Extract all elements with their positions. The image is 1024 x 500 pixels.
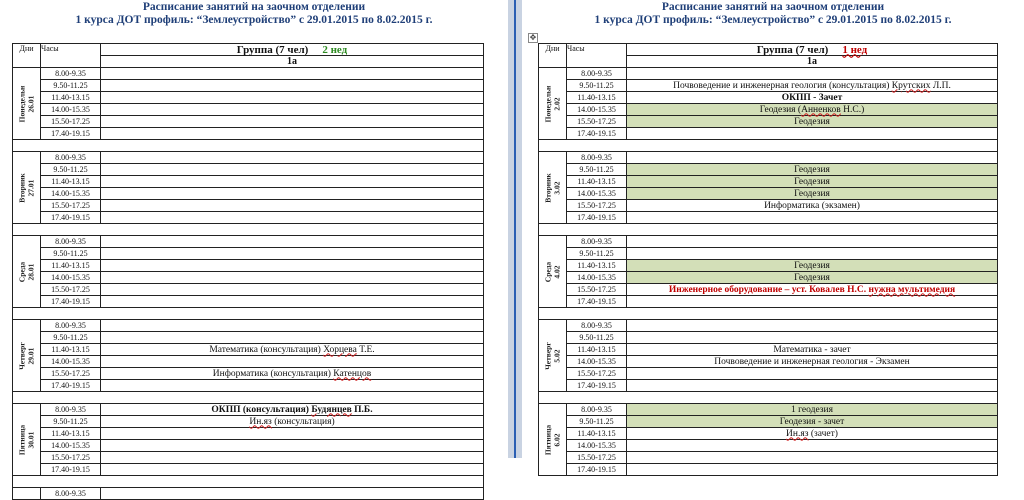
- class-cell: [627, 68, 998, 80]
- spellcheck-underline: Будянцев: [311, 404, 352, 415]
- separator-cell: [539, 392, 998, 404]
- time-cell: 9.50-11.25: [41, 248, 101, 260]
- class-cell: [627, 212, 998, 224]
- time-cell: 15.50-17.25: [41, 284, 101, 296]
- day-label: [544, 85, 561, 122]
- day-label-line: 26.01: [25, 95, 35, 112]
- day-label-line: Вторник: [17, 172, 26, 203]
- class-cell: Математика (консультация) Хорцева Т.Е.: [101, 344, 484, 356]
- class-cell: Геодезия: [627, 164, 998, 176]
- spellcheck-underline: Анненков: [801, 104, 841, 115]
- day-label-line: 6.02: [551, 432, 561, 447]
- time-cell: 11.40-13.15: [567, 428, 627, 440]
- time-cell: 14.00-15.35: [567, 440, 627, 452]
- time-cell: 14.00-15.35: [567, 188, 627, 200]
- class-cell: [101, 104, 484, 116]
- class-cell: [101, 488, 484, 500]
- group-label: Группа (7 чел): [756, 43, 829, 56]
- schedule-row: [539, 332, 998, 344]
- schedule-row: [13, 404, 484, 416]
- time-cell: 15.50-17.25: [567, 284, 627, 296]
- class-cell: Геодезия (Анненков Н.С.): [627, 104, 998, 116]
- schedule-row: [13, 428, 484, 440]
- class-cell: [101, 152, 484, 164]
- time-cell: 17.40-19.15: [567, 212, 627, 224]
- day-label: [18, 424, 35, 454]
- schedule-row: [13, 68, 484, 80]
- document-page-left: [0, 0, 508, 498]
- schedule-row: [13, 176, 484, 188]
- header-subgroup: 1а: [627, 56, 998, 68]
- time-cell: 17.40-19.15: [41, 128, 101, 140]
- time-cell: 9.50-11.25: [567, 416, 627, 428]
- time-cell: 14.00-15.35: [567, 272, 627, 284]
- class-cell: [101, 260, 484, 272]
- time-cell: 9.50-11.25: [41, 80, 101, 92]
- schedule-row: [13, 332, 484, 344]
- day-separator: [13, 140, 484, 152]
- title-line-1: Расписание занятий на заочном отделении: [661, 1, 885, 13]
- schedule-row: [539, 68, 998, 80]
- week-label: 1 нед: [842, 43, 868, 56]
- day-cell: [539, 236, 567, 308]
- class-cell: 1 геодезия: [627, 404, 998, 416]
- time-cell: 8.00-9.35: [41, 320, 101, 332]
- schedule-row: [539, 152, 998, 164]
- time-cell: 14.00-15.35: [41, 356, 101, 368]
- class-cell: [101, 332, 484, 344]
- spellcheck-underline: Хорцева: [323, 344, 357, 355]
- time-cell: 9.50-11.25: [41, 164, 101, 176]
- schedule-row: [13, 356, 484, 368]
- time-cell: 14.00-15.35: [41, 188, 101, 200]
- class-cell: [101, 164, 484, 176]
- day-label-line: 30.01: [25, 431, 35, 448]
- day-label-line: Четверг: [543, 341, 552, 370]
- time-cell: 14.00-15.35: [41, 272, 101, 284]
- class-cell: [101, 380, 484, 392]
- time-cell: 9.50-11.25: [567, 80, 627, 92]
- day-label-line: 3.02: [551, 180, 561, 195]
- class-cell: [101, 68, 484, 80]
- class-cell: [101, 272, 484, 284]
- schedule-row: [539, 320, 998, 332]
- time-cell: 17.40-19.15: [41, 212, 101, 224]
- schedule-body: [539, 68, 998, 476]
- group-label: Группа (7 чел): [236, 43, 309, 56]
- schedule-row: [13, 296, 484, 308]
- schedule-row: [13, 236, 484, 248]
- document-page-right: [522, 0, 1024, 474]
- schedule-row: [539, 428, 998, 440]
- time-cell: 9.50-11.25: [567, 164, 627, 176]
- time-cell: 11.40-13.15: [567, 176, 627, 188]
- schedule-row: [539, 116, 998, 128]
- schedule-row: [539, 176, 998, 188]
- day-label-line: Пятница: [17, 424, 26, 455]
- schedule-row: [539, 416, 998, 428]
- day-separator: [13, 224, 484, 236]
- time-cell: 11.40-13.15: [41, 260, 101, 272]
- page-title: [522, 1, 1024, 27]
- spellcheck-underline: Крутских: [891, 80, 931, 91]
- class-cell: Геодезия - зачет: [627, 416, 998, 428]
- class-cell: Инженерное оборудование – уст. Ковалев Н.С. нужна мультимедия: [627, 284, 998, 296]
- day-label: [18, 261, 35, 281]
- class-cell: [101, 248, 484, 260]
- schedule-row: [539, 200, 998, 212]
- time-cell: 15.50-17.25: [41, 200, 101, 212]
- header-day: Дни: [13, 44, 41, 68]
- class-cell: [627, 440, 998, 452]
- class-cell: Почвоведение и инженерная геология (консультация) Крутских Л.П.: [627, 80, 998, 92]
- title-line-1: Расписание занятий на заочном отделении: [142, 1, 366, 13]
- time-cell: 8.00-9.35: [41, 488, 101, 500]
- day-label-line: Четверг: [17, 341, 26, 370]
- class-cell: [627, 248, 998, 260]
- time-cell: 11.40-13.15: [567, 344, 627, 356]
- time-cell: 15.50-17.25: [567, 452, 627, 464]
- day-label-line: Вторник: [543, 172, 552, 203]
- separator-cell: [13, 140, 484, 152]
- class-cell: [101, 116, 484, 128]
- class-cell: [627, 368, 998, 380]
- schedule-row: [13, 320, 484, 332]
- week-label: 2 нед: [322, 43, 348, 56]
- day-cell: [13, 320, 41, 392]
- schedule-row: [539, 248, 998, 260]
- schedule-row: [539, 356, 998, 368]
- separator-cell: [13, 224, 484, 236]
- schedule-row: [13, 272, 484, 284]
- schedule-row: [13, 200, 484, 212]
- day-cell: [539, 152, 567, 224]
- schedule-row: [539, 284, 998, 296]
- day-label: [544, 261, 561, 281]
- class-cell: Почвоведение и инженерная геология - Экзамен: [627, 356, 998, 368]
- time-cell: 14.00-15.35: [567, 356, 627, 368]
- page-title: [0, 1, 508, 27]
- day-label-line: 2.02: [551, 96, 561, 111]
- schedule-row: [13, 416, 484, 428]
- day-label-line: Понедельн: [543, 85, 552, 122]
- time-cell: 8.00-9.35: [41, 404, 101, 416]
- day-label-line: Среда: [17, 261, 26, 282]
- separator-cell: [539, 224, 998, 236]
- class-cell: Ин.яз (зачет): [627, 428, 998, 440]
- separator-cell: [539, 140, 998, 152]
- day-label-line: 28.01: [25, 263, 35, 280]
- schedule-row: [539, 380, 998, 392]
- time-cell: 8.00-9.35: [567, 152, 627, 164]
- time-cell: 11.40-13.15: [567, 92, 627, 104]
- class-cell: [101, 428, 484, 440]
- class-cell: [101, 200, 484, 212]
- time-cell: 15.50-17.25: [41, 116, 101, 128]
- schedule-row: [13, 248, 484, 260]
- schedule-row: [13, 464, 484, 476]
- title-line-2: 1 курса ДОТ профиль: “Землеустройство” с 29.01.2015 по 8.02.2015 г.: [594, 14, 952, 26]
- separator-cell: [539, 308, 998, 320]
- header-subgroup: 1а: [101, 56, 484, 68]
- time-cell: 8.00-9.35: [41, 236, 101, 248]
- day-label-line: 4.02: [551, 264, 561, 279]
- time-cell: 14.00-15.35: [41, 440, 101, 452]
- schedule-row: [13, 284, 484, 296]
- day-label: [544, 173, 561, 202]
- time-cell: 15.50-17.25: [41, 368, 101, 380]
- time-cell: 11.40-13.15: [41, 344, 101, 356]
- schedule-row: [539, 104, 998, 116]
- class-cell: [101, 284, 484, 296]
- time-cell: 17.40-19.15: [41, 464, 101, 476]
- separator-cell: [13, 476, 484, 488]
- separator-cell: [13, 392, 484, 404]
- class-cell: Геодезия: [627, 116, 998, 128]
- schedule-row: [539, 404, 998, 416]
- schedule-row: [539, 188, 998, 200]
- class-cell: ОКПП (консультация) Будянцев П.Б.: [101, 404, 484, 416]
- day-label: [544, 342, 561, 369]
- day-label-line: 29.01: [25, 347, 35, 364]
- class-cell: [101, 92, 484, 104]
- schedule-body: [13, 68, 484, 500]
- day-cell: [539, 404, 567, 476]
- schedule-row: [13, 188, 484, 200]
- schedule-row: [13, 164, 484, 176]
- time-cell: 14.00-15.35: [41, 104, 101, 116]
- day-label-line: 5.02: [551, 348, 561, 363]
- time-cell: 8.00-9.35: [567, 404, 627, 416]
- class-cell: [627, 128, 998, 140]
- schedule-row: [13, 104, 484, 116]
- schedule-row: [539, 272, 998, 284]
- time-cell: 8.00-9.35: [567, 320, 627, 332]
- spellcheck-underline: Катенцов: [333, 368, 372, 379]
- class-cell: [101, 452, 484, 464]
- schedule-table: [12, 43, 484, 500]
- time-cell: 11.40-13.15: [41, 176, 101, 188]
- header-time: Часы: [41, 44, 101, 68]
- class-cell: Геодезия: [627, 272, 998, 284]
- class-cell: Информатика (консультация) Катенцов: [101, 368, 484, 380]
- schedule-row: [539, 368, 998, 380]
- schedule-table: [538, 43, 998, 476]
- day-label: [544, 424, 561, 454]
- class-cell: [627, 152, 998, 164]
- time-cell: 14.00-15.35: [567, 104, 627, 116]
- class-cell: [627, 332, 998, 344]
- class-cell: [627, 320, 998, 332]
- class-cell: [101, 80, 484, 92]
- schedule-row: [13, 452, 484, 464]
- time-cell: 17.40-19.15: [41, 380, 101, 392]
- day-separator: [13, 308, 484, 320]
- schedule-row: [539, 80, 998, 92]
- schedule-row: [13, 152, 484, 164]
- class-cell: ОКПП - Зачет: [627, 92, 998, 104]
- spellcheck-underline: Ин.яз: [249, 416, 272, 427]
- schedule-row: [13, 92, 484, 104]
- schedule-row: [13, 128, 484, 140]
- day-separator: [539, 224, 998, 236]
- class-cell: Геодезия: [627, 188, 998, 200]
- day-cell: [539, 320, 567, 392]
- day-label: [18, 342, 35, 369]
- schedule-row: [539, 92, 998, 104]
- header-group: [627, 44, 998, 56]
- title-line-2: 1 курса ДОТ профиль: “Землеустройство” с 29.01.2015 по 8.02.2015 г.: [75, 14, 433, 26]
- class-cell: [101, 320, 484, 332]
- header-time: Часы: [567, 44, 627, 68]
- schedule-row: [13, 488, 484, 500]
- schedule-row: [13, 212, 484, 224]
- class-cell: [101, 440, 484, 452]
- schedule-row: [13, 380, 484, 392]
- day-cell: [13, 152, 41, 224]
- time-cell: 9.50-11.25: [567, 248, 627, 260]
- class-cell: [101, 188, 484, 200]
- time-cell: 11.40-13.15: [567, 260, 627, 272]
- class-cell: [627, 452, 998, 464]
- time-cell: 15.50-17.25: [567, 200, 627, 212]
- day-label: [18, 173, 35, 202]
- schedule-row: [539, 440, 998, 452]
- class-cell: [627, 380, 998, 392]
- table-move-handle-icon[interactable]: ✥: [529, 33, 537, 42]
- class-cell: [101, 212, 484, 224]
- class-cell: [101, 296, 484, 308]
- spellcheck-underline: нужна мультимедия: [868, 284, 956, 295]
- header-day: Дни: [539, 44, 567, 68]
- time-cell: 17.40-19.15: [567, 380, 627, 392]
- time-cell: 15.50-17.25: [41, 452, 101, 464]
- class-cell: Геодезия: [627, 176, 998, 188]
- time-cell: 17.40-19.15: [567, 464, 627, 476]
- class-cell: [627, 236, 998, 248]
- class-cell: Математика - зачет: [627, 344, 998, 356]
- class-cell: Ин.яз (консультация): [101, 416, 484, 428]
- day-label-line: 27.01: [25, 179, 35, 196]
- schedule-row: [539, 236, 998, 248]
- class-cell: [101, 356, 484, 368]
- schedule-row: [539, 452, 998, 464]
- schedule-row: [13, 80, 484, 92]
- class-cell: Информатика (экзамен): [627, 200, 998, 212]
- time-cell: 8.00-9.35: [41, 68, 101, 80]
- schedule-row: [539, 212, 998, 224]
- class-cell: [101, 128, 484, 140]
- day-separator: [13, 476, 484, 488]
- time-cell: 9.50-11.25: [41, 332, 101, 344]
- spellcheck-underline: Ин.яз: [786, 428, 809, 439]
- schedule-row: [539, 128, 998, 140]
- header-group: [101, 44, 484, 56]
- day-label-line: Пятница: [543, 424, 552, 455]
- schedule-row: [13, 116, 484, 128]
- time-cell: 8.00-9.35: [567, 236, 627, 248]
- schedule-row: [539, 164, 998, 176]
- class-cell: [101, 236, 484, 248]
- day-label: [18, 85, 35, 122]
- schedule-row: [539, 260, 998, 272]
- class-cell: [627, 296, 998, 308]
- day-cell: [13, 236, 41, 308]
- day-cell: [13, 68, 41, 140]
- day-cell: [539, 68, 567, 140]
- page-divider: [514, 0, 516, 458]
- class-cell: [101, 464, 484, 476]
- schedule-row: [13, 260, 484, 272]
- schedule-row: [13, 344, 484, 356]
- time-cell: 17.40-19.15: [567, 128, 627, 140]
- time-cell: 9.50-11.25: [567, 332, 627, 344]
- class-cell: [101, 176, 484, 188]
- day-separator: [13, 392, 484, 404]
- class-cell: [627, 464, 998, 476]
- time-cell: 11.40-13.15: [41, 92, 101, 104]
- schedule-row: [13, 440, 484, 452]
- time-cell: 17.40-19.15: [567, 296, 627, 308]
- day-separator: [539, 140, 998, 152]
- day-separator: [539, 308, 998, 320]
- day-label-line: Понедельн: [17, 85, 26, 122]
- schedule-row: [539, 296, 998, 308]
- class-cell: Геодезия: [627, 260, 998, 272]
- time-cell: 15.50-17.25: [567, 116, 627, 128]
- day-separator: [539, 392, 998, 404]
- day-cell: [13, 488, 41, 500]
- schedule-row: [539, 344, 998, 356]
- time-cell: 8.00-9.35: [41, 152, 101, 164]
- separator-cell: [13, 308, 484, 320]
- schedule-row: [539, 464, 998, 476]
- day-cell: [13, 404, 41, 476]
- day-label-line: Среда: [543, 261, 552, 282]
- time-cell: 15.50-17.25: [567, 368, 627, 380]
- time-cell: 11.40-13.15: [41, 428, 101, 440]
- schedule-row: [13, 368, 484, 380]
- time-cell: 9.50-11.25: [41, 416, 101, 428]
- time-cell: 8.00-9.35: [567, 68, 627, 80]
- time-cell: 17.40-19.15: [41, 296, 101, 308]
